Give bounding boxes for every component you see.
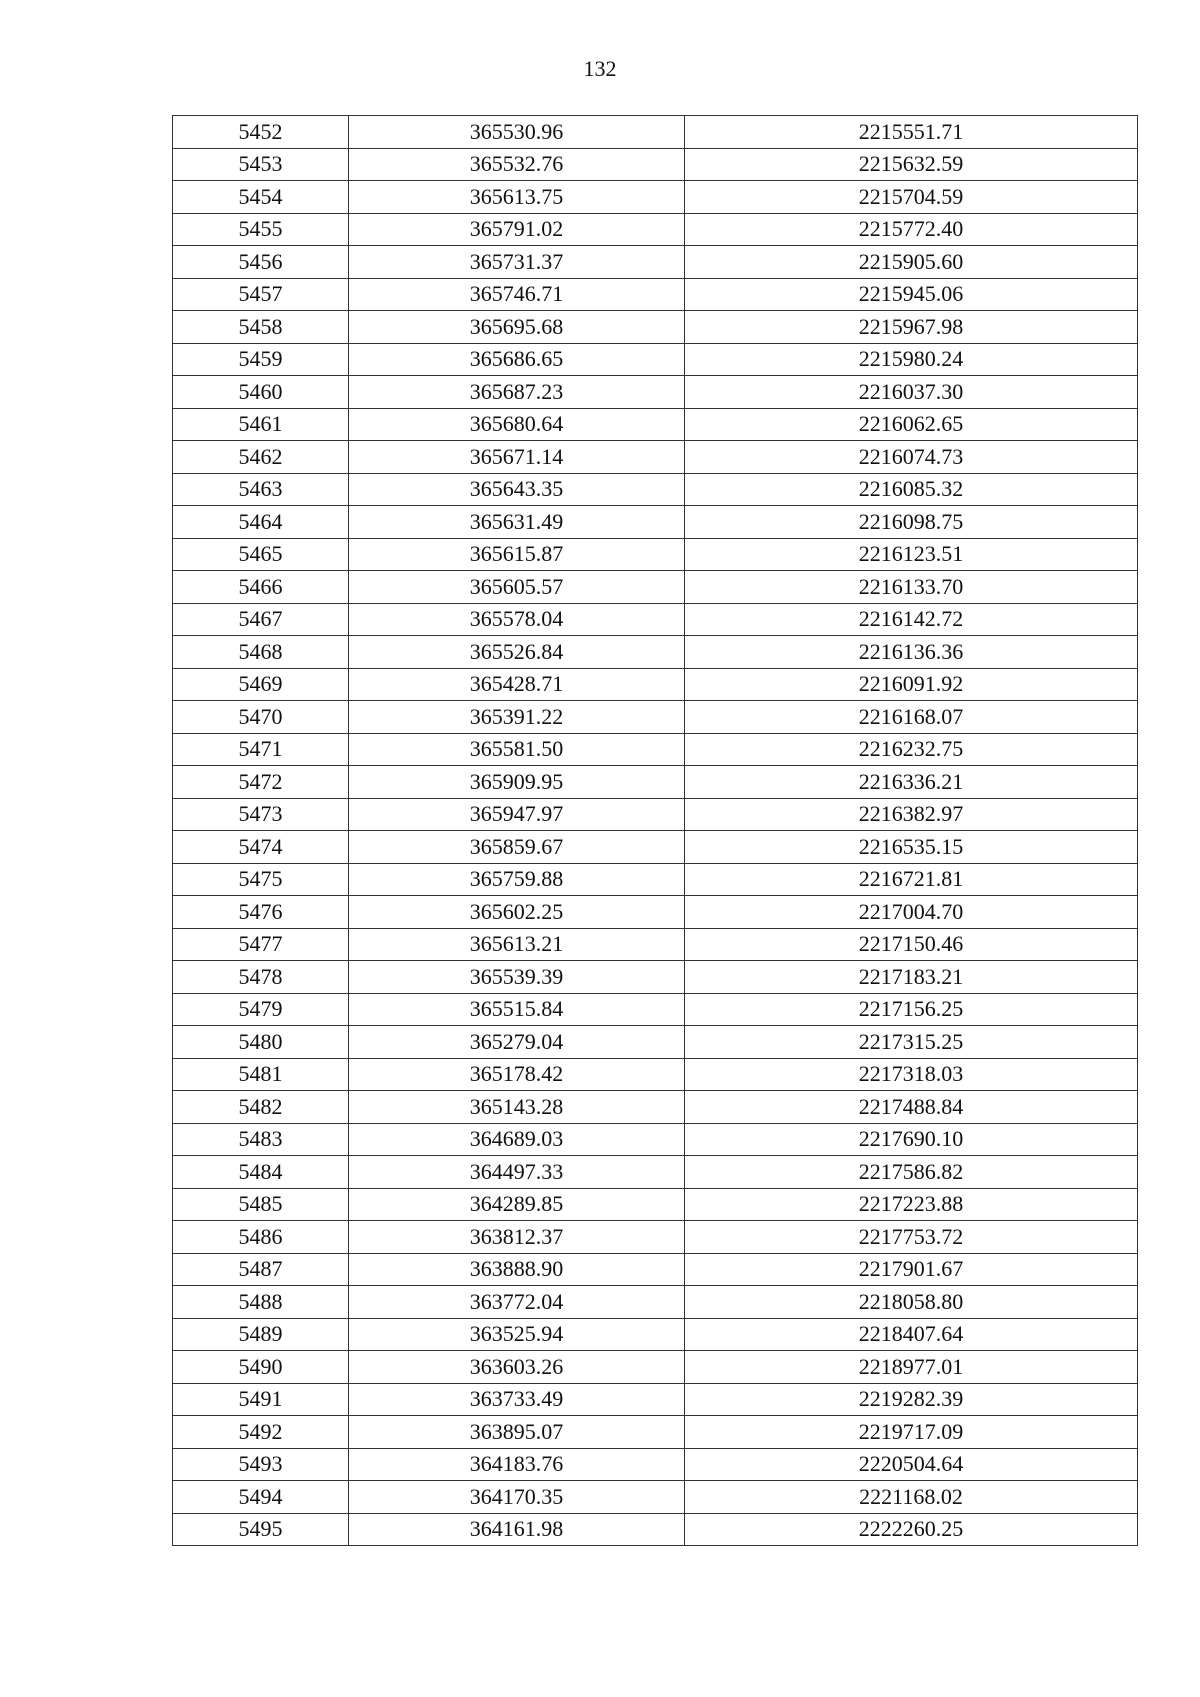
point-number-cell: 5485 (173, 1188, 349, 1221)
point-number-cell: 5474 (173, 831, 349, 864)
point-number-cell: 5452 (173, 116, 349, 149)
x-coordinate-cell: 365532.76 (349, 148, 685, 181)
table-row (173, 993, 1138, 1026)
y-coordinate-cell: 2219717.09 (685, 1416, 1138, 1449)
y-coordinate-cell: 2217183.21 (685, 961, 1138, 994)
point-number-cell: 5461 (173, 408, 349, 441)
x-coordinate-cell: 365680.64 (349, 408, 685, 441)
y-coordinate-cell: 2215772.40 (685, 213, 1138, 246)
table-row (173, 571, 1138, 604)
y-coordinate-cell: 2215967.98 (685, 311, 1138, 344)
table-row (173, 1123, 1138, 1156)
x-coordinate-cell: 365909.95 (349, 766, 685, 799)
point-number-cell: 5464 (173, 506, 349, 539)
y-coordinate-cell: 2219282.39 (685, 1383, 1138, 1416)
x-coordinate-cell: 365178.42 (349, 1058, 685, 1091)
point-number-cell: 5466 (173, 571, 349, 604)
y-coordinate-cell: 2215551.71 (685, 116, 1138, 149)
x-coordinate-cell: 365391.22 (349, 701, 685, 734)
point-number-cell: 5472 (173, 766, 349, 799)
point-number-cell: 5470 (173, 701, 349, 734)
table-row (173, 441, 1138, 474)
y-coordinate-cell: 2217690.10 (685, 1123, 1138, 1156)
y-coordinate-cell: 2218058.80 (685, 1286, 1138, 1319)
y-coordinate-cell: 2217223.88 (685, 1188, 1138, 1221)
y-coordinate-cell: 2216098.75 (685, 506, 1138, 539)
table-row (173, 896, 1138, 929)
point-number-cell: 5469 (173, 668, 349, 701)
y-coordinate-cell: 2215704.59 (685, 181, 1138, 214)
y-coordinate-cell: 2216382.97 (685, 798, 1138, 831)
y-coordinate-cell: 2217488.84 (685, 1091, 1138, 1124)
point-number-cell: 5487 (173, 1253, 349, 1286)
x-coordinate-cell: 365686.65 (349, 343, 685, 376)
y-coordinate-cell: 2218407.64 (685, 1318, 1138, 1351)
y-coordinate-cell: 2215980.24 (685, 343, 1138, 376)
x-coordinate-cell: 365791.02 (349, 213, 685, 246)
x-coordinate-cell: 365613.75 (349, 181, 685, 214)
point-number-cell: 5457 (173, 278, 349, 311)
y-coordinate-cell: 2221168.02 (685, 1481, 1138, 1514)
y-coordinate-cell: 2215945.06 (685, 278, 1138, 311)
x-coordinate-cell: 365631.49 (349, 506, 685, 539)
x-coordinate-cell: 363895.07 (349, 1416, 685, 1449)
table-row (173, 1156, 1138, 1189)
x-coordinate-cell: 365759.88 (349, 863, 685, 896)
table-row (173, 1448, 1138, 1481)
point-number-cell: 5467 (173, 603, 349, 636)
x-coordinate-cell: 365143.28 (349, 1091, 685, 1124)
x-coordinate-cell: 365859.67 (349, 831, 685, 864)
point-number-cell: 5456 (173, 246, 349, 279)
point-number-cell: 5479 (173, 993, 349, 1026)
table-row (173, 1513, 1138, 1546)
table-row (173, 506, 1138, 539)
point-number-cell: 5480 (173, 1026, 349, 1059)
y-coordinate-cell: 2217318.03 (685, 1058, 1138, 1091)
x-coordinate-cell: 365643.35 (349, 473, 685, 506)
table-row (173, 213, 1138, 246)
y-coordinate-cell: 2217586.82 (685, 1156, 1138, 1189)
y-coordinate-cell: 2216721.81 (685, 863, 1138, 896)
point-number-cell: 5493 (173, 1448, 349, 1481)
point-number-cell: 5495 (173, 1513, 349, 1546)
x-coordinate-cell: 365279.04 (349, 1026, 685, 1059)
y-coordinate-cell: 2220504.64 (685, 1448, 1138, 1481)
table-row (173, 181, 1138, 214)
x-coordinate-cell: 364170.35 (349, 1481, 685, 1514)
point-number-cell: 5455 (173, 213, 349, 246)
table-row (173, 831, 1138, 864)
table-row (173, 148, 1138, 181)
table-row (173, 408, 1138, 441)
y-coordinate-cell: 2216037.30 (685, 376, 1138, 409)
point-number-cell: 5454 (173, 181, 349, 214)
y-coordinate-cell: 2216123.51 (685, 538, 1138, 571)
table-row (173, 1318, 1138, 1351)
y-coordinate-cell: 2217315.25 (685, 1026, 1138, 1059)
x-coordinate-cell: 363603.26 (349, 1351, 685, 1384)
table-row (173, 473, 1138, 506)
x-coordinate-cell: 364289.85 (349, 1188, 685, 1221)
table-row (173, 1253, 1138, 1286)
x-coordinate-cell: 365613.21 (349, 928, 685, 961)
x-coordinate-cell: 365605.57 (349, 571, 685, 604)
point-number-cell: 5490 (173, 1351, 349, 1384)
y-coordinate-cell: 2216062.65 (685, 408, 1138, 441)
point-number-cell: 5478 (173, 961, 349, 994)
page-number: 132 (583, 56, 617, 81)
point-number-cell: 5488 (173, 1286, 349, 1319)
table-row (173, 1383, 1138, 1416)
point-number-cell: 5484 (173, 1156, 349, 1189)
x-coordinate-cell: 365530.96 (349, 116, 685, 149)
x-coordinate-cell: 363888.90 (349, 1253, 685, 1286)
y-coordinate-cell: 2216091.92 (685, 668, 1138, 701)
y-coordinate-cell: 2217156.25 (685, 993, 1138, 1026)
point-number-cell: 5473 (173, 798, 349, 831)
point-number-cell: 5486 (173, 1221, 349, 1254)
point-number-cell: 5460 (173, 376, 349, 409)
table-row (173, 603, 1138, 636)
x-coordinate-cell: 365746.71 (349, 278, 685, 311)
point-number-cell: 5482 (173, 1091, 349, 1124)
point-number-cell: 5476 (173, 896, 349, 929)
table-row (173, 278, 1138, 311)
point-number-cell: 5491 (173, 1383, 349, 1416)
x-coordinate-cell: 364497.33 (349, 1156, 685, 1189)
table-row (173, 1286, 1138, 1319)
y-coordinate-cell: 2216085.32 (685, 473, 1138, 506)
y-coordinate-cell: 2216336.21 (685, 766, 1138, 799)
table-row (173, 1091, 1138, 1124)
point-number-cell: 5463 (173, 473, 349, 506)
table-row (173, 961, 1138, 994)
coordinates-table (172, 115, 1138, 1546)
table-row (173, 766, 1138, 799)
x-coordinate-cell: 365731.37 (349, 246, 685, 279)
y-coordinate-cell: 2215632.59 (685, 148, 1138, 181)
y-coordinate-cell: 2216232.75 (685, 733, 1138, 766)
x-coordinate-cell: 365687.23 (349, 376, 685, 409)
x-coordinate-cell: 363772.04 (349, 1286, 685, 1319)
table-row (173, 1026, 1138, 1059)
y-coordinate-cell: 2216136.36 (685, 636, 1138, 669)
table-row (173, 1481, 1138, 1514)
point-number-cell: 5483 (173, 1123, 349, 1156)
table-row (173, 1058, 1138, 1091)
table-row (173, 116, 1138, 149)
point-number-cell: 5475 (173, 863, 349, 896)
y-coordinate-cell: 2217150.46 (685, 928, 1138, 961)
x-coordinate-cell: 365581.50 (349, 733, 685, 766)
point-number-cell: 5492 (173, 1416, 349, 1449)
y-coordinate-cell: 2217901.67 (685, 1253, 1138, 1286)
y-coordinate-cell: 2216535.15 (685, 831, 1138, 864)
x-coordinate-cell: 365428.71 (349, 668, 685, 701)
y-coordinate-cell: 2216074.73 (685, 441, 1138, 474)
x-coordinate-cell: 363525.94 (349, 1318, 685, 1351)
table-row (173, 701, 1138, 734)
table-row (173, 1351, 1138, 1384)
x-coordinate-cell: 365615.87 (349, 538, 685, 571)
y-coordinate-cell: 2216142.72 (685, 603, 1138, 636)
table-row (173, 636, 1138, 669)
point-number-cell: 5481 (173, 1058, 349, 1091)
y-coordinate-cell: 2215905.60 (685, 246, 1138, 279)
x-coordinate-cell: 365578.04 (349, 603, 685, 636)
table-row (173, 733, 1138, 766)
x-coordinate-cell: 365539.39 (349, 961, 685, 994)
coordinates-table-body (173, 116, 1138, 1546)
table-row (173, 863, 1138, 896)
table-row (173, 311, 1138, 344)
table-row (173, 343, 1138, 376)
x-coordinate-cell: 364183.76 (349, 1448, 685, 1481)
table-row (173, 928, 1138, 961)
y-coordinate-cell: 2222260.25 (685, 1513, 1138, 1546)
x-coordinate-cell: 365947.97 (349, 798, 685, 831)
table-row (173, 798, 1138, 831)
point-number-cell: 5459 (173, 343, 349, 376)
y-coordinate-cell: 2216168.07 (685, 701, 1138, 734)
x-coordinate-cell: 364161.98 (349, 1513, 685, 1546)
point-number-cell: 5458 (173, 311, 349, 344)
table-row (173, 1188, 1138, 1221)
table-row (173, 246, 1138, 279)
table-row (173, 668, 1138, 701)
table-row (173, 1416, 1138, 1449)
point-number-cell: 5477 (173, 928, 349, 961)
table-row (173, 1221, 1138, 1254)
x-coordinate-cell: 365526.84 (349, 636, 685, 669)
x-coordinate-cell: 364689.03 (349, 1123, 685, 1156)
y-coordinate-cell: 2216133.70 (685, 571, 1138, 604)
point-number-cell: 5494 (173, 1481, 349, 1514)
point-number-cell: 5471 (173, 733, 349, 766)
y-coordinate-cell: 2218977.01 (685, 1351, 1138, 1384)
point-number-cell: 5468 (173, 636, 349, 669)
point-number-cell: 5453 (173, 148, 349, 181)
point-number-cell: 5489 (173, 1318, 349, 1351)
table-row (173, 376, 1138, 409)
x-coordinate-cell: 363733.49 (349, 1383, 685, 1416)
point-number-cell: 5465 (173, 538, 349, 571)
table-row (173, 538, 1138, 571)
y-coordinate-cell: 2217004.70 (685, 896, 1138, 929)
x-coordinate-cell: 365671.14 (349, 441, 685, 474)
x-coordinate-cell: 363812.37 (349, 1221, 685, 1254)
x-coordinate-cell: 365695.68 (349, 311, 685, 344)
y-coordinate-cell: 2217753.72 (685, 1221, 1138, 1254)
x-coordinate-cell: 365515.84 (349, 993, 685, 1026)
x-coordinate-cell: 365602.25 (349, 896, 685, 929)
point-number-cell: 5462 (173, 441, 349, 474)
